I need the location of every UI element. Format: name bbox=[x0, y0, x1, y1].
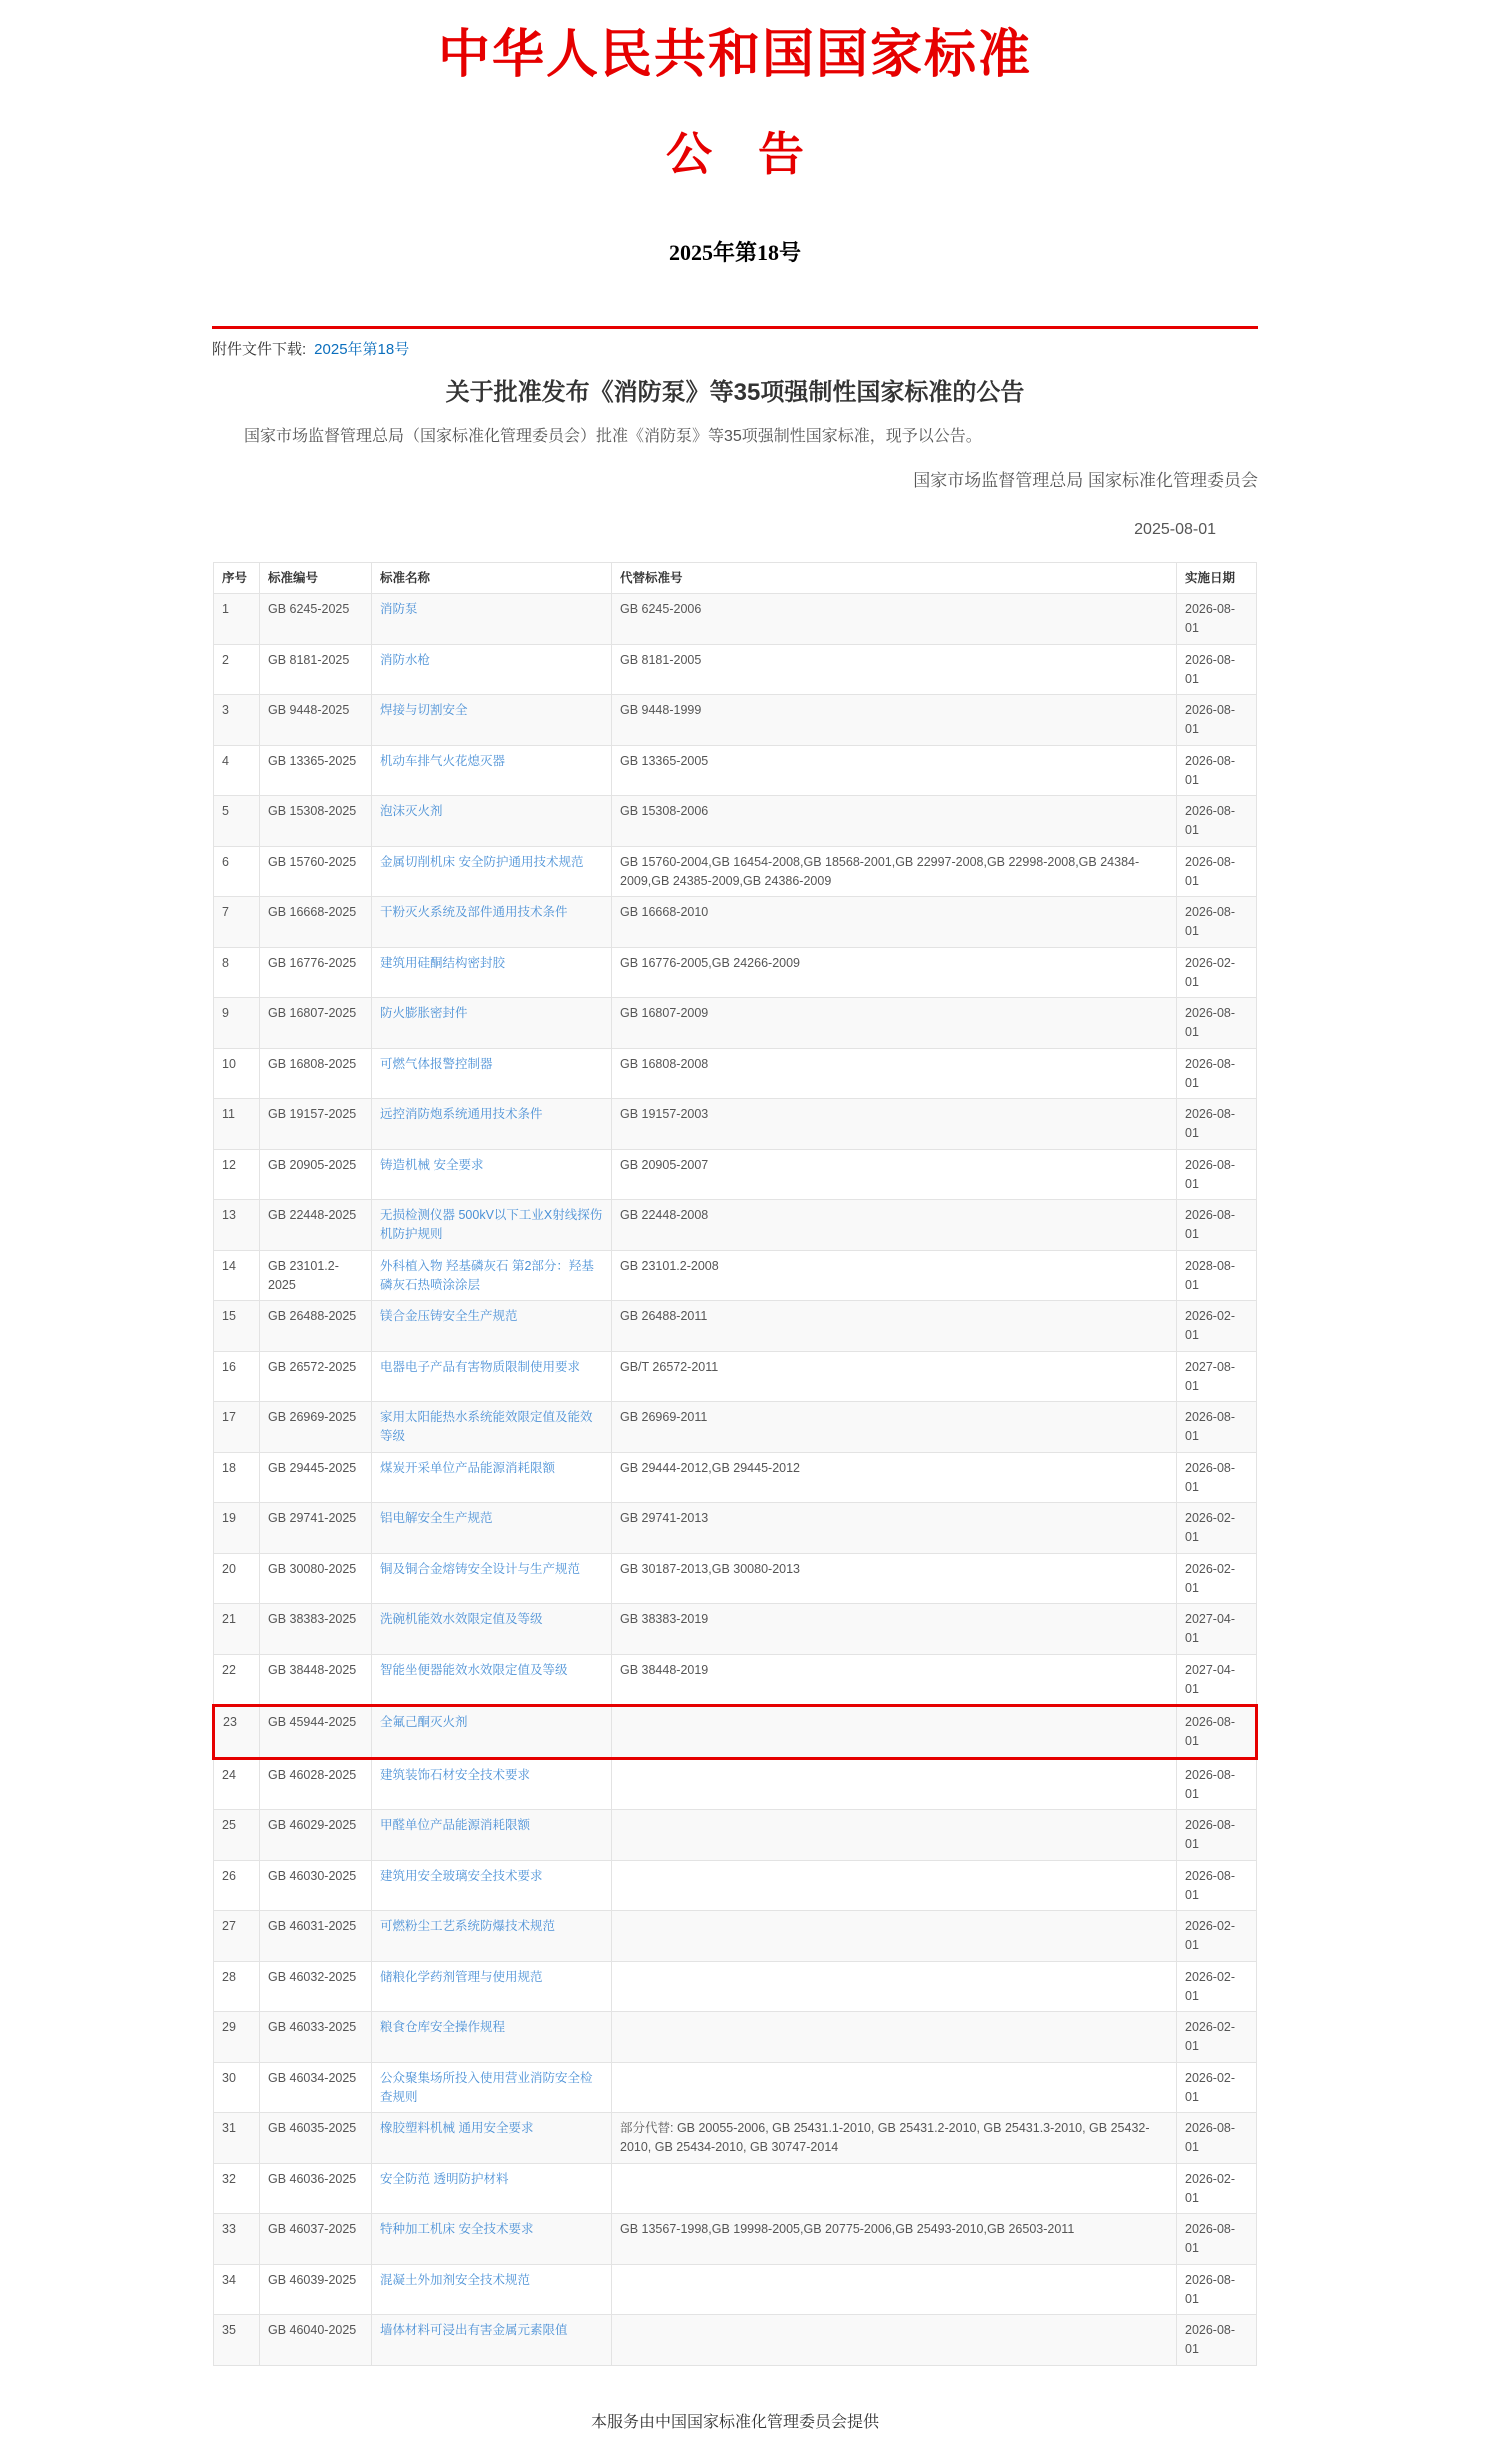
standard-name-link[interactable]: 建筑装饰石材安全技术要求 bbox=[380, 1767, 531, 1782]
cell-implementation-date: 2026-08-01 bbox=[1177, 1099, 1257, 1150]
cell-standard-code: GB 38383-2025 bbox=[260, 1604, 372, 1655]
cell-index: 18 bbox=[214, 1452, 260, 1503]
cell-standard-name bbox=[372, 1452, 612, 1503]
cell-standard-code: GB 16668-2025 bbox=[260, 897, 372, 948]
cell-replaced-standards: GB 26488-2011 bbox=[612, 1301, 1177, 1352]
cell-standard-name bbox=[372, 2062, 612, 2113]
cell-standard-name bbox=[372, 2264, 612, 2315]
cell-replaced-standards: GB 29444-2012,GB 29445-2012 bbox=[612, 1452, 1177, 1503]
cell-index: 16 bbox=[214, 1351, 260, 1402]
table-header-row bbox=[214, 562, 1257, 594]
publish-date: 2025-08-01 bbox=[1134, 521, 1216, 539]
announcement-page bbox=[212, 0, 1258, 2454]
cell-index: 25 bbox=[214, 1810, 260, 1861]
cell-standard-code: GB 46033-2025 bbox=[260, 2012, 372, 2063]
cell-index: 21 bbox=[214, 1604, 260, 1655]
standard-name-link[interactable]: 煤炭开采单位产品能源消耗限额 bbox=[380, 1460, 556, 1475]
standard-name-link[interactable]: 可燃粉尘工艺系统防爆技术规范 bbox=[380, 1919, 556, 1934]
cell-standard-code: GB 16807-2025 bbox=[260, 998, 372, 1049]
cell-standard-name bbox=[372, 1758, 612, 1810]
cell-replaced-standards: GB 16668-2010 bbox=[612, 897, 1177, 948]
standard-name-link[interactable]: 储粮化学药剂管理与使用规范 bbox=[380, 1969, 543, 1984]
cell-index: 33 bbox=[214, 2214, 260, 2265]
cell-standard-code: GB 16776-2025 bbox=[260, 947, 372, 998]
cell-replaced-standards: GB 30187-2013,GB 30080-2013 bbox=[612, 1553, 1177, 1604]
table-row bbox=[214, 1200, 1257, 1251]
cell-standard-name bbox=[372, 2012, 612, 2063]
standard-name-link[interactable]: 外科植入物 羟基磷灰石 第2部分：羟基磷灰石热喷涂涂层 bbox=[380, 1258, 594, 1292]
page-title: 中华人民共和国国家标准 bbox=[437, 27, 1032, 84]
standards-table-body bbox=[214, 594, 1257, 2366]
table-row bbox=[214, 1654, 1257, 1706]
standard-name-link[interactable]: 镁合金压铸安全生产规范 bbox=[380, 1309, 518, 1324]
cell-standard-name bbox=[372, 695, 612, 746]
cell-index: 12 bbox=[214, 1149, 260, 1200]
column-header-index: 序号 bbox=[214, 562, 260, 594]
cell-index: 1 bbox=[214, 594, 260, 645]
standard-name-link[interactable]: 焊接与切割安全 bbox=[380, 703, 468, 718]
cell-standard-code: GB 46029-2025 bbox=[260, 1810, 372, 1861]
cell-standard-code: GB 29445-2025 bbox=[260, 1452, 372, 1503]
table-row bbox=[214, 644, 1257, 695]
table-row bbox=[214, 2264, 1257, 2315]
cell-index: 24 bbox=[214, 1758, 260, 1810]
standard-name-link[interactable]: 电器电子产品有害物质限制使用要求 bbox=[380, 1359, 581, 1374]
cell-implementation-date: 2026-08-01 bbox=[1177, 1200, 1257, 1251]
attachment-label: 附件文件下载: bbox=[212, 341, 307, 359]
standard-name-link[interactable]: 安全防范 透明防护材料 bbox=[380, 2171, 509, 2186]
cell-replaced-standards: GB 38383-2019 bbox=[612, 1604, 1177, 1655]
table-row bbox=[214, 947, 1257, 998]
standard-name-link[interactable]: 特种加工机床 安全技术要求 bbox=[380, 2222, 534, 2237]
cell-standard-name bbox=[372, 1503, 612, 1554]
cell-standard-code: GB 6245-2025 bbox=[260, 594, 372, 645]
cell-standard-name bbox=[372, 2163, 612, 2214]
cell-index: 3 bbox=[214, 695, 260, 746]
cell-index: 30 bbox=[214, 2062, 260, 2113]
cell-replaced-standards: GB 20905-2007 bbox=[612, 1149, 1177, 1200]
standard-name-link[interactable]: 消防水枪 bbox=[380, 652, 431, 667]
cell-implementation-date: 2027-04-01 bbox=[1177, 1604, 1257, 1655]
standard-name-link[interactable]: 建筑用安全玻璃安全技术要求 bbox=[380, 1868, 543, 1883]
standard-name-link[interactable]: 干粉灭火系统及部件通用技术条件 bbox=[380, 905, 568, 920]
cell-standard-code: GB 23101.2-2025 bbox=[260, 1250, 372, 1301]
cell-implementation-date: 2026-08-01 bbox=[1177, 2214, 1257, 2265]
cell-implementation-date: 2026-08-01 bbox=[1177, 897, 1257, 948]
cell-implementation-date: 2026-02-01 bbox=[1177, 1553, 1257, 1604]
cell-index: 5 bbox=[214, 796, 260, 847]
cell-standard-name bbox=[372, 1961, 612, 2012]
table-row bbox=[214, 1553, 1257, 1604]
cell-implementation-date: 2026-08-01 bbox=[1177, 2315, 1257, 2366]
cell-standard-name bbox=[372, 796, 612, 847]
cell-standard-name bbox=[372, 2214, 612, 2265]
cell-index: 2 bbox=[214, 644, 260, 695]
cell-replaced-standards bbox=[612, 2062, 1177, 2113]
cell-index: 9 bbox=[214, 998, 260, 1049]
standard-name-link[interactable]: 泡沫灭火剂 bbox=[380, 804, 443, 819]
cell-index: 28 bbox=[214, 1961, 260, 2012]
cell-implementation-date: 2026-08-01 bbox=[1177, 644, 1257, 695]
standard-name-link[interactable]: 消防泵 bbox=[380, 602, 418, 617]
table-row bbox=[214, 2163, 1257, 2214]
cell-replaced-standards bbox=[612, 2264, 1177, 2315]
table-row bbox=[214, 1452, 1257, 1503]
table-row bbox=[214, 695, 1257, 746]
cell-implementation-date: 2026-08-01 bbox=[1177, 1860, 1257, 1911]
cell-index: 13 bbox=[214, 1200, 260, 1251]
table-row bbox=[214, 2214, 1257, 2265]
cell-replaced-standards: GB 13567-1998,GB 19998-2005,GB 20775-2006,GB 25493-2010,GB 26503-2011 bbox=[612, 2214, 1177, 2265]
cell-implementation-date: 2026-02-01 bbox=[1177, 1503, 1257, 1554]
column-header-code: 标准编号 bbox=[260, 562, 372, 594]
table-row bbox=[214, 897, 1257, 948]
table-row bbox=[214, 745, 1257, 796]
cell-replaced-standards: GB/T 26572-2011 bbox=[612, 1351, 1177, 1402]
cell-replaced-standards: GB 22448-2008 bbox=[612, 1200, 1177, 1251]
cell-index: 35 bbox=[214, 2315, 260, 2366]
signature-line: 国家市场监督管理总局 国家标准化管理委员会 bbox=[913, 470, 1258, 490]
cell-standard-code: GB 13365-2025 bbox=[260, 745, 372, 796]
column-header-name: 标准名称 bbox=[372, 562, 612, 594]
cell-index: 17 bbox=[214, 1402, 260, 1453]
cell-replaced-standards: GB 26969-2011 bbox=[612, 1402, 1177, 1453]
cell-standard-code: GB 22448-2025 bbox=[260, 1200, 372, 1251]
cell-replaced-standards: GB 15760-2004,GB 16454-2008,GB 18568-2001,GB 22997-2008,GB 22998-2008,GB 24384-2009,GB 24385-2009,GB 24386-2009 bbox=[612, 846, 1177, 897]
cell-implementation-date: 2028-08-01 bbox=[1177, 1250, 1257, 1301]
cell-standard-code: GB 20905-2025 bbox=[260, 1149, 372, 1200]
cell-index: 19 bbox=[214, 1503, 260, 1554]
cell-standard-code: GB 46032-2025 bbox=[260, 1961, 372, 2012]
standard-name-link[interactable]: 防火膨胀密封件 bbox=[380, 1006, 468, 1021]
cell-replaced-standards bbox=[612, 2012, 1177, 2063]
announcement-subtitle: 公 告 bbox=[666, 129, 804, 180]
cell-standard-name bbox=[372, 1654, 612, 1706]
standard-name-link[interactable]: 洗碗机能效水效限定值及等级 bbox=[380, 1612, 543, 1627]
standard-name-link[interactable]: 甲醛单位产品能源消耗限额 bbox=[380, 1818, 531, 1833]
cell-replaced-standards: GB 16776-2005,GB 24266-2009 bbox=[612, 947, 1177, 998]
cell-implementation-date: 2026-08-01 bbox=[1177, 846, 1257, 897]
table-row bbox=[214, 1706, 1257, 1759]
table-row bbox=[214, 594, 1257, 645]
cell-index: 31 bbox=[214, 2113, 260, 2164]
standard-name-link[interactable]: 远控消防炮系统通用技术条件 bbox=[380, 1107, 543, 1122]
cell-standard-name bbox=[372, 998, 612, 1049]
cell-implementation-date: 2027-08-01 bbox=[1177, 1351, 1257, 1402]
table-row bbox=[214, 1351, 1257, 1402]
cell-implementation-date: 2026-08-01 bbox=[1177, 1149, 1257, 1200]
cell-replaced-standards: GB 23101.2-2008 bbox=[612, 1250, 1177, 1301]
table-row bbox=[214, 1048, 1257, 1099]
cell-index: 34 bbox=[214, 2264, 260, 2315]
table-row bbox=[214, 2113, 1257, 2164]
cell-standard-name bbox=[372, 1200, 612, 1251]
cell-index: 10 bbox=[214, 1048, 260, 1099]
cell-standard-name bbox=[372, 2315, 612, 2366]
table-row bbox=[214, 1810, 1257, 1861]
cell-standard-name bbox=[372, 1911, 612, 1962]
cell-standard-name bbox=[372, 1048, 612, 1099]
table-row bbox=[214, 1911, 1257, 1962]
cell-replaced-standards bbox=[612, 1860, 1177, 1911]
cell-standard-name bbox=[372, 1099, 612, 1150]
cell-index: 32 bbox=[214, 2163, 260, 2214]
cell-replaced-standards bbox=[612, 1961, 1177, 2012]
standard-name-link[interactable]: 全氟己酮灭火剂 bbox=[380, 1715, 468, 1730]
table-row bbox=[214, 846, 1257, 897]
standard-name-link[interactable]: 铝电解安全生产规范 bbox=[380, 1511, 493, 1526]
cell-index: 22 bbox=[214, 1654, 260, 1706]
cell-standard-name bbox=[372, 846, 612, 897]
cell-standard-code: GB 46040-2025 bbox=[260, 2315, 372, 2366]
cell-standard-name bbox=[372, 1553, 612, 1604]
cell-implementation-date: 2026-08-01 bbox=[1177, 1452, 1257, 1503]
cell-replaced-standards bbox=[612, 1706, 1177, 1759]
cell-standard-name bbox=[372, 1351, 612, 1402]
table-row bbox=[214, 1149, 1257, 1200]
cell-replaced-standards bbox=[612, 2163, 1177, 2214]
cell-standard-name bbox=[372, 1149, 612, 1200]
cell-index: 15 bbox=[214, 1301, 260, 1352]
cell-standard-code: GB 16808-2025 bbox=[260, 1048, 372, 1099]
cell-implementation-date: 2026-02-01 bbox=[1177, 1911, 1257, 1962]
cell-standard-code: GB 30080-2025 bbox=[260, 1553, 372, 1604]
cell-index: 14 bbox=[214, 1250, 260, 1301]
cell-standard-code: GB 26572-2025 bbox=[260, 1351, 372, 1402]
table-row bbox=[214, 1099, 1257, 1150]
cell-implementation-date: 2026-08-01 bbox=[1177, 1048, 1257, 1099]
cell-standard-name bbox=[372, 644, 612, 695]
cell-standard-code: GB 19157-2025 bbox=[260, 1099, 372, 1150]
standard-name-link[interactable]: 建筑用硅酮结构密封胶 bbox=[380, 955, 506, 970]
cell-implementation-date: 2026-08-01 bbox=[1177, 695, 1257, 746]
attachment-link[interactable]: 2025年第18号 bbox=[314, 341, 410, 359]
cell-standard-name bbox=[372, 897, 612, 948]
standard-name-link[interactable]: 金属切削机床 安全防护通用技术规范 bbox=[380, 854, 584, 869]
issue-number: 2025年第18号 bbox=[668, 240, 801, 265]
cell-replaced-standards: GB 6245-2006 bbox=[612, 594, 1177, 645]
cell-replaced-standards: GB 15308-2006 bbox=[612, 796, 1177, 847]
standard-name-link[interactable]: 无损检测仪器 500kV以下工业X射线探伤机防护规则 bbox=[380, 1208, 603, 1242]
cell-replaced-standards bbox=[612, 1810, 1177, 1861]
cell-standard-code: GB 46030-2025 bbox=[260, 1860, 372, 1911]
cell-index: 26 bbox=[214, 1860, 260, 1911]
cell-standard-code: GB 46036-2025 bbox=[260, 2163, 372, 2214]
cell-standard-name bbox=[372, 1250, 612, 1301]
cell-standard-code: GB 26488-2025 bbox=[260, 1301, 372, 1352]
cell-replaced-standards: GB 9448-1999 bbox=[612, 695, 1177, 746]
cell-index: 20 bbox=[214, 1553, 260, 1604]
standards-table bbox=[212, 562, 1258, 2366]
cell-standard-code: GB 46034-2025 bbox=[260, 2062, 372, 2113]
cell-standard-code: GB 46039-2025 bbox=[260, 2264, 372, 2315]
cell-replaced-standards: GB 13365-2005 bbox=[612, 745, 1177, 796]
table-row bbox=[214, 1604, 1257, 1655]
cell-replaced-standards bbox=[612, 2315, 1177, 2366]
cell-implementation-date: 2026-08-01 bbox=[1177, 594, 1257, 645]
cell-implementation-date: 2027-04-01 bbox=[1177, 1654, 1257, 1706]
article-paragraph: 国家市场监督管理总局（国家标准化管理委员会）批准《消防泵》等35项强制性国家标准，现予以公告。 bbox=[244, 427, 982, 445]
cell-standard-code: GB 8181-2025 bbox=[260, 644, 372, 695]
cell-index: 23 bbox=[214, 1706, 260, 1759]
cell-standard-name bbox=[372, 947, 612, 998]
table-row bbox=[214, 1860, 1257, 1911]
cell-implementation-date: 2026-08-01 bbox=[1177, 1810, 1257, 1861]
cell-standard-name bbox=[372, 1604, 612, 1655]
cell-standard-code: GB 46035-2025 bbox=[260, 2113, 372, 2164]
cell-implementation-date: 2026-08-01 bbox=[1177, 796, 1257, 847]
cell-replaced-standards: GB 16808-2008 bbox=[612, 1048, 1177, 1099]
standard-name-link[interactable]: 橡胶塑料机械 通用安全要求 bbox=[380, 2121, 534, 2136]
standard-name-link[interactable]: 粮食仓库安全操作规程 bbox=[380, 2020, 506, 2035]
column-header-date: 实施日期 bbox=[1177, 562, 1257, 594]
cell-replaced-standards: GB 16807-2009 bbox=[612, 998, 1177, 1049]
cell-index: 27 bbox=[214, 1911, 260, 1962]
standard-name-link[interactable]: 公众聚集场所投入使用营业消防安全检查规则 bbox=[380, 2070, 593, 2104]
cell-implementation-date: 2026-08-01 bbox=[1177, 1706, 1257, 1759]
cell-standard-name bbox=[372, 1810, 612, 1861]
cell-implementation-date: 2026-08-01 bbox=[1177, 2264, 1257, 2315]
cell-standard-code: GB 26969-2025 bbox=[260, 1402, 372, 1453]
cell-implementation-date: 2026-02-01 bbox=[1177, 947, 1257, 998]
table-row bbox=[214, 2315, 1257, 2366]
cell-implementation-date: 2026-02-01 bbox=[1177, 2012, 1257, 2063]
cell-implementation-date: 2026-08-01 bbox=[1177, 1402, 1257, 1453]
cell-implementation-date: 2026-08-01 bbox=[1177, 1758, 1257, 1810]
standard-name-link[interactable]: 可燃气体报警控制器 bbox=[380, 1056, 493, 1071]
column-header-replaces: 代替标准号 bbox=[612, 562, 1177, 594]
cell-standard-name bbox=[372, 594, 612, 645]
cell-implementation-date: 2026-08-01 bbox=[1177, 745, 1257, 796]
cell-standard-name bbox=[372, 1301, 612, 1352]
cell-implementation-date: 2026-02-01 bbox=[1177, 2163, 1257, 2214]
cell-replaced-standards bbox=[612, 1758, 1177, 1810]
cell-standard-code: GB 15308-2025 bbox=[260, 796, 372, 847]
standard-name-link[interactable]: 墙体材料可浸出有害金属元素限值 bbox=[380, 2323, 568, 2338]
article-title: 关于批准发布《消防泵》等35项强制性国家标准的公告 bbox=[445, 379, 1025, 407]
cell-index: 6 bbox=[214, 846, 260, 897]
cell-index: 8 bbox=[214, 947, 260, 998]
table-row bbox=[214, 2012, 1257, 2063]
table-row bbox=[214, 1402, 1257, 1453]
cell-standard-code: GB 46037-2025 bbox=[260, 2214, 372, 2265]
cell-standard-name bbox=[372, 2113, 612, 2164]
cell-replaced-standards: GB 29741-2013 bbox=[612, 1503, 1177, 1554]
cell-index: 4 bbox=[214, 745, 260, 796]
cell-standard-name bbox=[372, 745, 612, 796]
table-row bbox=[214, 1503, 1257, 1554]
cell-standard-code: GB 45944-2025 bbox=[260, 1706, 372, 1759]
cell-implementation-date: 2026-02-01 bbox=[1177, 1301, 1257, 1352]
cell-standard-name bbox=[372, 1402, 612, 1453]
cell-replaced-standards: GB 38448-2019 bbox=[612, 1654, 1177, 1706]
standard-name-link[interactable]: 铸造机械 安全要求 bbox=[380, 1157, 484, 1172]
table-row bbox=[214, 998, 1257, 1049]
cell-standard-code: GB 9448-2025 bbox=[260, 695, 372, 746]
cell-standard-code: GB 46031-2025 bbox=[260, 1911, 372, 1962]
footer-text: 本服务由中国国家标准化管理委员会提供 bbox=[590, 2413, 879, 2431]
table-row bbox=[214, 1301, 1257, 1352]
cell-standard-code: GB 38448-2025 bbox=[260, 1654, 372, 1706]
cell-index: 11 bbox=[214, 1099, 260, 1150]
table-row bbox=[214, 1250, 1257, 1301]
cell-replaced-standards bbox=[612, 1911, 1177, 1962]
cell-implementation-date: 2026-08-01 bbox=[1177, 2113, 1257, 2164]
table-row bbox=[214, 1758, 1257, 1810]
cell-standard-name bbox=[372, 1706, 612, 1759]
standard-name-link[interactable]: 智能坐便器能效水效限定值及等级 bbox=[380, 1662, 568, 1677]
cell-implementation-date: 2026-02-01 bbox=[1177, 1961, 1257, 2012]
cell-standard-code: GB 29741-2025 bbox=[260, 1503, 372, 1554]
attachment-bar bbox=[212, 326, 1258, 359]
cell-standard-code: GB 15760-2025 bbox=[260, 846, 372, 897]
standard-name-link[interactable]: 家用太阳能热水系统能效限定值及能效等级 bbox=[380, 1410, 593, 1444]
cell-index: 29 bbox=[214, 2012, 260, 2063]
cell-replaced-standards: GB 19157-2003 bbox=[612, 1099, 1177, 1150]
cell-standard-name bbox=[372, 1860, 612, 1911]
cell-standard-code: GB 46028-2025 bbox=[260, 1758, 372, 1810]
table-row bbox=[214, 796, 1257, 847]
cell-index: 7 bbox=[214, 897, 260, 948]
table-row bbox=[214, 2062, 1257, 2113]
standard-name-link[interactable]: 混凝土外加剂安全技术规范 bbox=[380, 2272, 531, 2287]
cell-replaced-standards: GB 8181-2005 bbox=[612, 644, 1177, 695]
standard-name-link[interactable]: 铜及铜合金熔铸安全设计与生产规范 bbox=[380, 1561, 581, 1576]
cell-implementation-date: 2026-02-01 bbox=[1177, 2062, 1257, 2113]
standard-name-link[interactable]: 机动车排气火花熄灭器 bbox=[380, 753, 506, 768]
cell-replaced-standards: 部分代替: GB 20055-2006, GB 25431.1-2010, GB 25431.2-2010, GB 25431.3-2010, GB 25432-2010, GB 25434-2010, GB 30747-2014 bbox=[612, 2113, 1177, 2164]
table-row bbox=[214, 1961, 1257, 2012]
cell-implementation-date: 2026-08-01 bbox=[1177, 998, 1257, 1049]
